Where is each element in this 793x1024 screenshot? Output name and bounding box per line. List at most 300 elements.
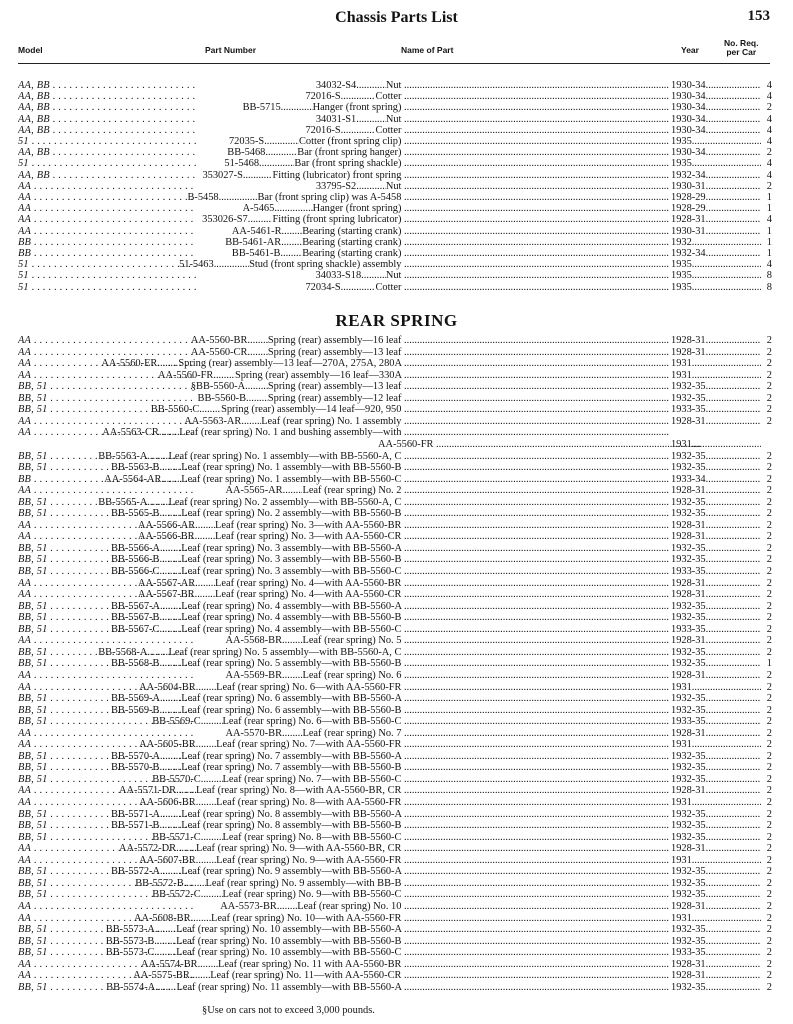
part-number-text: BB-5569-B — [110, 704, 160, 716]
page-title: Chassis Parts List — [335, 9, 458, 26]
year-text: 1935 — [671, 158, 692, 170]
model-cell: AA . . . — [18, 519, 196, 532]
year-text: 1932-35 — [671, 704, 706, 716]
part-name-text: Leaf (rear spring) No. 4 assembly—with BB-5560-B — [181, 612, 402, 624]
qty-cell: 2 — [766, 646, 772, 658]
part-name-text: Leaf (rear spring) No. 1 assembly — [261, 415, 402, 427]
model-cell: AA . . . — [18, 213, 196, 226]
part-name-text: Leaf (rear spring) No. 2 assembly—with BB-5560-A, C — [168, 496, 402, 508]
qty-cell: 2 — [766, 577, 772, 589]
year-text: 1932 — [671, 236, 692, 248]
model-cell: BB, 51 . . . — [18, 946, 196, 959]
qty-cell: 4 — [766, 113, 772, 125]
qty-cell: 2 — [766, 762, 772, 774]
year-text: 1930-31 — [671, 180, 706, 192]
qty-cell: 2 — [766, 102, 772, 114]
year-text: 1931 — [671, 681, 692, 693]
column-header-qty — [724, 39, 758, 57]
qty-cell: 2 — [766, 496, 772, 508]
qty-cell: 2 — [766, 958, 772, 970]
part-number-text: BB-5573-A — [105, 924, 155, 936]
model-cell: BB, 51 . . . — [18, 565, 196, 578]
qty-cell: 8 — [766, 281, 772, 293]
qty-cell: 2 — [766, 739, 772, 751]
year-text: 1928-31 — [671, 577, 706, 589]
qty-cell: 2 — [766, 900, 772, 912]
part-name-text: Fitting (lubricator) front spring — [272, 169, 402, 181]
part-number-text: AA-5604-BR — [139, 681, 196, 693]
qty-cell: 2 — [766, 147, 772, 159]
part-number-text: AA-5564-AR — [104, 473, 162, 485]
part-name-text: Leaf (rear spring) No. 1 and bushing assembly—with — [179, 427, 402, 439]
header-rule — [18, 63, 770, 64]
qty-cell: 2 — [766, 381, 772, 393]
part-name-text: Leaf (rear spring) No. 8—with AA-5560-BR, CR — [195, 785, 402, 797]
part-number-text: AA-5560-ER — [101, 358, 158, 370]
part-name-text: Spring (rear) assembly—12 leaf — [267, 392, 402, 404]
part-number-text: AA-5560-FR — [157, 369, 214, 381]
part-number-text: BB-5568-A — [98, 646, 148, 658]
model-cell: AA . . . — [18, 346, 196, 359]
qty-cell: 8 — [766, 270, 772, 282]
model-cell: AA . . . — [18, 202, 196, 215]
year-text: 1928-31 — [671, 519, 706, 531]
part-number — [106, 981, 176, 994]
year-text: 1935 — [671, 136, 692, 147]
qty-cell: 1 — [766, 203, 772, 215]
part-number-text: BB-5566-C — [110, 566, 160, 577]
part-name-text: Leaf (rear spring) No. 9—with AA-5560-BR, CR — [195, 843, 402, 855]
qty-cell: 2 — [766, 785, 772, 797]
year-text: 1932-34 — [671, 169, 706, 181]
year-text: 1932-34 — [671, 248, 706, 259]
qty-cell: 2 — [766, 877, 772, 889]
year-text: 1931 — [671, 739, 692, 751]
part-name-text: Bearing (starting crank) — [302, 248, 402, 259]
part-name-text: Leaf (rear spring) No. 10 assembly—with BB-5560-B — [176, 935, 402, 947]
column-header-qty-line1: No. Req. — [724, 38, 759, 48]
part-name-text: Leaf (rear spring) No. 10—with AA-5560-FR — [210, 912, 402, 924]
part-number-text: BB-5572-B — [135, 877, 184, 889]
year-text: 1932-35 — [671, 762, 706, 774]
part-number-text: BB-5570-C — [152, 773, 201, 785]
part-number-text: BB-5563-A — [98, 450, 148, 462]
part-number-text: BB-5468 — [227, 147, 266, 159]
model-cell: BB, 51 . . . — [18, 923, 196, 936]
part-number-text: BB-5560-B — [197, 392, 247, 404]
part-number-text: AA-5566-BR — [138, 531, 195, 543]
part-number-text: BB-5461-AR — [225, 236, 282, 248]
year-text: 1932-35 — [671, 392, 706, 404]
model-cell: AA . . . — [18, 191, 196, 204]
column-header-model: Model — [18, 45, 43, 55]
part-number-text: BB-5573-C — [105, 947, 155, 959]
part-name-text: Bearing (starting crank) — [302, 236, 402, 248]
table-row — [0, 981, 793, 994]
qty-cell: 4 — [766, 80, 772, 91]
year-text: 1935 — [671, 281, 692, 293]
part-number-text: AA-5575-BR — [133, 970, 190, 982]
part-name-text: Leaf (rear spring) No. 9 assembly—with BB-B — [205, 877, 402, 889]
year-text: 1933-35 — [671, 716, 706, 728]
part-name-text: Fitting (front spring lubricator) — [272, 214, 402, 226]
part-name-text: Bar (front spring hanger) — [297, 147, 402, 159]
model-cell: AA . . . — [18, 588, 196, 601]
year-text: 1928-31 — [671, 843, 706, 855]
part-number-text: BB-5572-A — [110, 866, 161, 878]
qty-cell: 2 — [766, 600, 772, 612]
year-text: 1928-29 — [671, 192, 706, 203]
year-text: 1930-34 — [671, 124, 706, 136]
table-row — [0, 281, 793, 294]
part-name-text: Leaf (rear spring) No. 4 assembly—with BB-5560-A — [181, 600, 402, 612]
part-name-text: Leaf (rear spring) No. 9 assembly—with BB-5560-A — [181, 866, 402, 878]
model-cell: BB, 51 . . . — [18, 981, 196, 994]
year-text: 1931 — [671, 912, 692, 924]
part-name-text: Leaf (rear spring) No. 6—with AA-5560-FR — [216, 681, 402, 693]
part-number-text: AA-5567-BR — [138, 589, 195, 601]
part-name-text: Leaf (rear spring) No. 10 assembly—with BB-5560-C — [176, 947, 402, 959]
part-name-text: Nut — [385, 113, 402, 125]
part-name-text: Leaf (rear spring) No. 1 assembly—with BB-5560-A, C — [168, 450, 402, 462]
model-cell: AA, BB . . . — [18, 90, 196, 103]
model-cell: AA . . . — [18, 369, 196, 382]
part-name-text: Stud (front spring shackle) assembly — [249, 259, 402, 271]
part-number-text: AA-5574-BR — [141, 958, 198, 970]
part-number-text: §BB-5560-A — [190, 381, 246, 393]
part-name-text: Bearing (starting crank) — [302, 225, 402, 237]
part-number-text: AA-5606-BR — [139, 797, 196, 808]
page-number: 153 — [747, 8, 770, 24]
qty-cell: 2 — [766, 981, 772, 993]
qty-cell: 2 — [766, 693, 772, 705]
part-name-text: Hanger (front spring) — [312, 102, 402, 114]
part-number-text: B-5458 — [187, 192, 219, 203]
model-cell: BB, 51 . . . — [18, 761, 196, 774]
year-text: 1933-35 — [671, 623, 706, 635]
part-number-text: AA-5605-BR — [139, 739, 196, 751]
qty-cell: 4 — [766, 169, 772, 181]
year-text: 1931 — [671, 358, 692, 370]
year-text: 1930-34 — [671, 113, 706, 125]
qty-cell: 2 — [766, 519, 772, 531]
model-cell: BB, 51 . . . — [18, 611, 196, 624]
qty-cell: 2 — [766, 404, 772, 416]
year-text: 1930-34 — [671, 147, 706, 159]
model-cell: AA, BB . . . — [18, 79, 196, 92]
qty-cell: 2 — [766, 335, 772, 346]
year-text: 1933-35 — [671, 566, 706, 577]
year-text: 1932-35 — [671, 462, 706, 474]
part-name-text: Spring (rear) assembly—13 leaf — [267, 381, 402, 393]
year-text: 1932-35 — [671, 646, 706, 658]
part-name-text: Leaf (rear spring) No. 9—with AA-5560-FR — [216, 854, 402, 866]
part-name-text: Leaf (rear spring) No. 1 assembly—with BB-5560-C — [181, 473, 402, 485]
year-text: 1932-35 — [671, 381, 706, 393]
model-cell: BB, 51 . . . — [18, 692, 196, 705]
part-number-text: AA-5560-BR — [190, 335, 248, 346]
year-text: 1932-35 — [671, 612, 706, 624]
year-text: 1930-34 — [671, 102, 706, 114]
model-cell: AA . . . — [18, 225, 196, 238]
year-text: 1932-35 — [671, 600, 706, 612]
part-number-text: AA-5563-CR — [102, 427, 159, 439]
part-number-text: BB-5715 — [242, 102, 281, 114]
qty-cell: 2 — [766, 831, 772, 843]
year-text: 1928-31 — [671, 335, 706, 346]
part-number-text: AA-5572-DR — [118, 843, 177, 855]
part-name-text: Leaf (rear spring) No. 8 assembly—with BB-5560-A — [181, 808, 402, 820]
part-number-text: BB-5569-C — [152, 716, 201, 728]
part-name-text: Leaf (rear spring) No. 3—with AA-5560-CR — [215, 531, 402, 543]
part-name-text: Nut — [385, 180, 402, 192]
model-cell: AA . . . — [18, 796, 196, 809]
part-number-text: A-5465 — [242, 203, 275, 215]
year-text: 1928-31 — [671, 214, 706, 226]
qty-cell: 2 — [766, 716, 772, 728]
model-cell: AA . . . — [18, 854, 196, 867]
qty-cell: 2 — [766, 797, 772, 808]
model-cell: BB, 51 . . . — [18, 831, 196, 844]
year-text: 1932-35 — [671, 820, 706, 832]
qty-cell: 2 — [766, 935, 772, 947]
year-text: 1928-31 — [671, 900, 706, 912]
year-text: 1932-35 — [671, 831, 706, 843]
part-name-text: Leaf (rear spring) No. 6 — [302, 669, 402, 681]
part-name-text: Nut — [385, 270, 402, 282]
column-header-year: Year — [681, 45, 699, 55]
column-header-part-number: Part Number — [205, 45, 257, 55]
model-cell: AA . . . — [18, 634, 196, 647]
qty-cell: 2 — [766, 415, 772, 427]
model-cell: BB, 51 . . . — [18, 704, 196, 717]
qty-cell: 2 — [766, 392, 772, 404]
part-number-text: 34031-S1 — [315, 113, 357, 125]
part-number-text: AA-5565-AR — [225, 485, 283, 497]
qty-cell: 2 — [766, 473, 772, 485]
part-name-cell — [106, 981, 669, 994]
model-cell: AA . . . — [18, 738, 196, 751]
model-cell: BB, 51 . . . — [18, 507, 196, 520]
part-number-text: AA-5569-BR — [225, 669, 283, 681]
year-text: 1932-35 — [671, 773, 706, 785]
model-cell: BB . . . — [18, 236, 196, 249]
qty-cell: 4 — [766, 136, 772, 147]
part-name-text: Spring (rear) assembly—13 leaf — [267, 346, 402, 358]
part-name-text: Spring (rear) assembly—16 leaf—330A — [234, 369, 402, 381]
model-cell: BB, 51 . . . — [18, 750, 196, 763]
model-cell: AA . . . — [18, 484, 196, 497]
part-number-text: 34033-S18 — [315, 270, 362, 282]
qty-cell: 2 — [766, 623, 772, 635]
model-cell: AA . . . — [18, 357, 196, 370]
year-text: 1933-34 — [671, 473, 706, 485]
year-text: 1932-35 — [671, 508, 706, 520]
year-text: 1928-31 — [671, 415, 706, 427]
part-name-text: Leaf (rear spring) No. 5 — [302, 635, 402, 647]
part-name-text: Leaf (rear spring) No. 4—with AA-5560-CR — [215, 589, 402, 601]
model-cell: AA, BB . . . — [18, 169, 196, 182]
year-text: 1932-35 — [671, 924, 706, 936]
qty-cell: 1 — [766, 248, 772, 259]
part-number-text: BB-5571-B — [110, 820, 160, 832]
part-number-text: BB-5571-A — [110, 808, 161, 820]
year-text: 1932-35 — [671, 889, 706, 901]
qty-cell: 2 — [766, 727, 772, 739]
part-name-text: Leaf (rear spring) No. 3 assembly—with BB-5560-C — [181, 566, 402, 577]
model-cell: BB, 51 . . . — [18, 461, 196, 474]
year-text: 1932-35 — [671, 866, 706, 878]
part-number-text: AA-5560-CR — [190, 346, 248, 358]
part-number-text: BB-5560-C — [150, 404, 200, 416]
year-text: 1928-31 — [671, 589, 706, 601]
model-cell: BB, 51 . . . — [18, 392, 196, 405]
part-number-text: AA-5608-BR — [133, 912, 191, 924]
model-cell: AA, BB . . . — [18, 113, 196, 126]
year-text: 1928-31 — [671, 727, 706, 739]
part-number-text: BB-5568-B — [110, 658, 160, 670]
year-text: 1932-35 — [671, 450, 706, 462]
model-cell: BB, 51 . . . — [18, 623, 196, 636]
model-cell: BB, 51 . . . — [18, 542, 196, 555]
part-name-text: Nut — [385, 80, 402, 91]
column-header-qty-line2: per Car — [726, 47, 757, 57]
qty-cell: 2 — [766, 450, 772, 462]
year-cell — [671, 981, 761, 994]
qty-cell: 2 — [766, 808, 772, 820]
qty-cell: 2 — [766, 554, 772, 566]
year-text: 1932-35 — [671, 877, 706, 889]
qty-cell: 4 — [766, 259, 772, 271]
year-text: 1935 — [671, 259, 692, 271]
qty-cell: 2 — [766, 704, 772, 716]
qty-cell: 2 — [766, 669, 772, 681]
year-text: 1928-29 — [671, 203, 706, 215]
qty-cell: 2 — [766, 947, 772, 959]
model-cell: BB, 51 . . . — [18, 657, 196, 670]
qty-cell: 2 — [766, 750, 772, 762]
part-name-text: Leaf (rear spring) No. 4 assembly—with BB-5560-C — [181, 623, 402, 635]
qty-cell: 2 — [766, 462, 772, 474]
year-text: 1928-31 — [671, 958, 706, 970]
year-cell — [671, 281, 761, 294]
model-cell: AA . . . — [18, 727, 196, 740]
part-name-cell — [305, 281, 669, 294]
part-name-text: Leaf (rear spring) No. 11—with AA-5560-CR — [210, 970, 402, 982]
qty-cell: 2 — [766, 485, 772, 497]
part-number-text: 72016-S — [305, 91, 341, 103]
qty-cell: 2 — [766, 542, 772, 554]
model-cell: 51 . . . — [18, 135, 196, 148]
part-name-text: AA-5560-FR — [378, 438, 434, 450]
model-cell: BB, 51 . . . — [18, 450, 196, 463]
part-name-text: Leaf (rear spring) No. 6 assembly—with BB-5560-B — [181, 704, 402, 716]
qty-cell: 1 — [766, 236, 772, 248]
footnote: §Use on cars not to exceed 3,000 pounds. — [202, 1005, 375, 1016]
model-cell: AA . . . — [18, 426, 196, 439]
qty-cell: 2 — [766, 889, 772, 901]
model-cell: AA . . . — [18, 900, 196, 913]
part-number-text: BB-5567-C — [110, 623, 160, 635]
year-text: 1933-35 — [671, 404, 706, 416]
model-cell: AA, BB . . . — [18, 101, 196, 114]
year-text: 1928-31 — [671, 346, 706, 358]
qty-cell: 2 — [766, 180, 772, 192]
year-text: 1928-31 — [671, 669, 706, 681]
part-name-text: Leaf (rear spring) No. 11 with AA-5560-BR — [218, 958, 402, 970]
model-cell: AA . . . — [18, 530, 196, 543]
part-number-text: BB-5569-A — [110, 693, 161, 705]
model-cell: AA . . . — [18, 334, 196, 347]
model-cell: 51 . . . — [18, 157, 196, 170]
part-name-text: Leaf (rear spring) No. 1 assembly—with BB-5560-B — [181, 462, 402, 474]
part-name-text: Bar (front spring shackle) — [294, 158, 402, 170]
qty-cell: 2 — [766, 866, 772, 878]
part-name-text: Leaf (rear spring) No. 3—with AA-5560-BR — [215, 519, 402, 531]
part-number-text: BB-5570-B — [110, 762, 160, 774]
part-name-text: Cotter (front spring clip) — [298, 136, 402, 147]
model-cell: AA . . . — [18, 681, 196, 694]
model-cell: AA . . . — [18, 912, 196, 925]
model-cell: BB, 51 . . . — [18, 877, 196, 890]
model-cell: AA, BB . . . — [18, 146, 196, 159]
part-name-text: Spring (rear) assembly—13 leaf—270A, 275A, 280A — [178, 358, 402, 370]
part-name-text: Leaf (rear spring) No. 7 — [302, 727, 402, 739]
year-text: 1930-34 — [671, 80, 706, 91]
part-number — [305, 281, 375, 294]
part-name-text: Leaf (rear spring) No. 10 — [297, 900, 402, 912]
part-number-text: AA-5607-BR — [139, 854, 196, 866]
part-name-text: Leaf (rear spring) No. 10 assembly—with BB-5560-A — [176, 924, 402, 936]
model-cell: AA . . . — [18, 842, 196, 855]
model-cell: AA . . . — [18, 180, 196, 193]
part-name-text: Leaf (rear spring) No. 3 assembly—with BB-5560-A — [181, 542, 402, 554]
part-name — [176, 981, 669, 994]
year-text: 1928-31 — [671, 970, 706, 982]
model-cell: BB, 51 . . . — [18, 865, 196, 878]
part-name-text: Leaf (rear spring) No. 11 assembly—with BB-5560-A — [176, 981, 402, 993]
model-cell: BB, 51 . . . — [18, 715, 196, 728]
year-text: 1931 — [671, 854, 692, 866]
model-cell: BB, 51 . . . — [18, 808, 196, 821]
year-text: 1928-31 — [671, 485, 706, 497]
part-name-text: Spring (rear) assembly—14 leaf—920, 950 — [221, 404, 402, 416]
model-cell: BB . . . — [18, 473, 196, 486]
model-cell: AA . . . — [18, 784, 196, 797]
part-name-text: Cotter — [375, 124, 402, 136]
qty-cell: 4 — [766, 91, 772, 103]
part-name-text: Leaf (rear spring) No. 8 assembly—with BB-5560-B — [181, 820, 402, 832]
qty-cell: 2 — [766, 531, 772, 543]
year-text: 1931 — [671, 797, 692, 808]
year-text: 1930-34 — [671, 91, 706, 103]
column-header-name: Name of Part — [401, 45, 454, 55]
part-name-text: Leaf (rear spring) No. 6 assembly—with BB-5560-A — [181, 693, 402, 705]
year-text: 1931 — [671, 369, 692, 381]
qty-cell: 2 — [766, 820, 772, 832]
qty-cell: 1 — [766, 658, 772, 670]
section-title: REAR SPRING — [335, 311, 458, 330]
model-cell: AA . . . — [18, 577, 196, 590]
part-name-text: Leaf (rear spring) No. 7 assembly—with BB-5560-B — [181, 762, 402, 774]
qty-cell: 2 — [766, 924, 772, 936]
qty-cell: 4 — [766, 214, 772, 226]
part-number-text: 72035-S — [228, 136, 265, 147]
part-name — [375, 281, 669, 294]
model-cell: BB, 51 . . . — [18, 496, 196, 509]
qty-cell: 2 — [766, 358, 772, 370]
model-cell: 51 . . . — [18, 281, 196, 294]
